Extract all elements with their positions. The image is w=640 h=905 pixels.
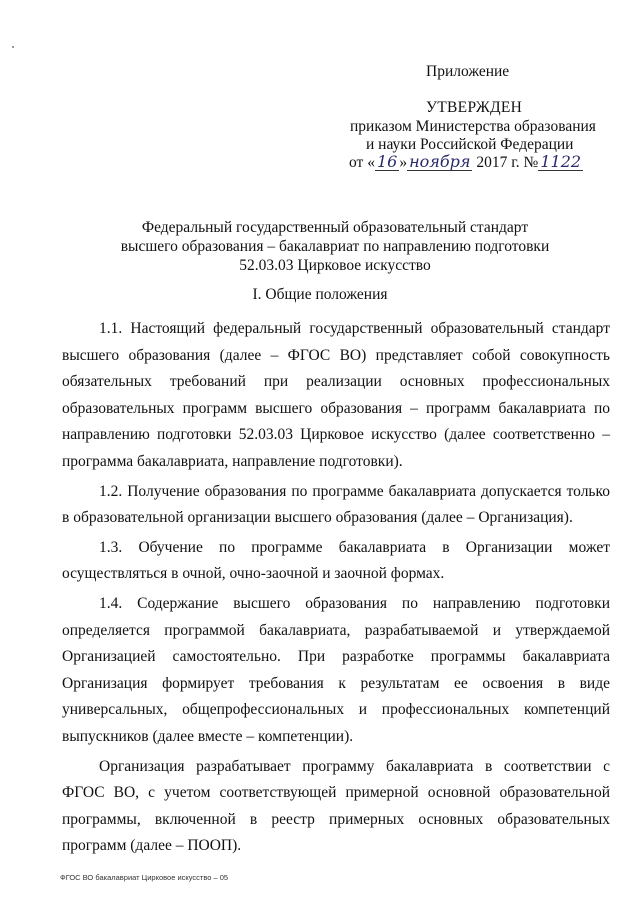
body-text [62,316,610,863]
paragraph-1-2: 1.2. Получение образования по программе бакалавриата допускается только в образовательной организации высшего образования (далее – Организация). [62,482,610,527]
order-line-2: и науки Российской Федерации [366,136,574,153]
order-year: 2017 г. № [476,154,539,171]
paragraph-organization: Организация разрабатывает программу бакалавриата в соответствии с ФГОС ВО, с учетом соответствующей примерной основной образовательной программы, включенной в реестр примерных основных образовательных программ (далее – ПООП). [62,757,610,855]
paragraph-1-4: 1.4. Содержание высшего образования по направлению подготовки определяется программой бакалавриата, разрабатываемой и утверждаемой Организацией самостоятельно. При разработке программы бакалавриата Организация формирует требования к результатам ее освоения в виде универсальных, общепрофессиональных и профессиональных компетенций выпускников (далее вместе – компетенции). [62,594,610,745]
scan-speck [12,46,14,48]
title-line-2: высшего образования – бакалавриат по направлению подготовки [120,238,550,255]
order-number-handwritten: 1122 [540,152,582,171]
paragraph-1-1: 1.1. Настоящий федеральный государственный образовательный стандарт высшего образования (далее – ФГОС ВО) представляет собой совокупность обязательных требований при реализации основных профессиональных образовательных программ высшего образования – программ бакалавриата по направлению подготовки 52.03.03 Цирковое искусство (далее соответственно – программа бакалавриата, направление подготовки). [62,320,610,470]
title-line-1: Федеральный государственный образовательный стандарт [141,219,529,236]
order-date-prefix: от « [349,154,375,171]
order-date-mid: » [399,154,408,171]
section-heading: I. Общие положения [252,286,388,303]
order-date-line [349,153,583,172]
appendix-label: Приложение [426,63,510,80]
title-line-3: 52.03.03 Цирковое искусство [239,257,431,274]
approved-label: УТВЕРЖДЕН [426,99,523,116]
order-month-handwritten: ноября [409,152,471,171]
order-line-1: приказом Министерства образования [350,118,596,135]
paragraph-1-3: 1.3. Обучение по программе бакалавриата в Организации может осуществляться в очной, очно-заочной и заочной формах. [62,538,610,583]
page-footer: ФГОС ВО бакалавриат Цирковое искусство – 05 [60,873,229,882]
order-day-handwritten: 16 [376,152,398,171]
document-title [90,218,580,275]
